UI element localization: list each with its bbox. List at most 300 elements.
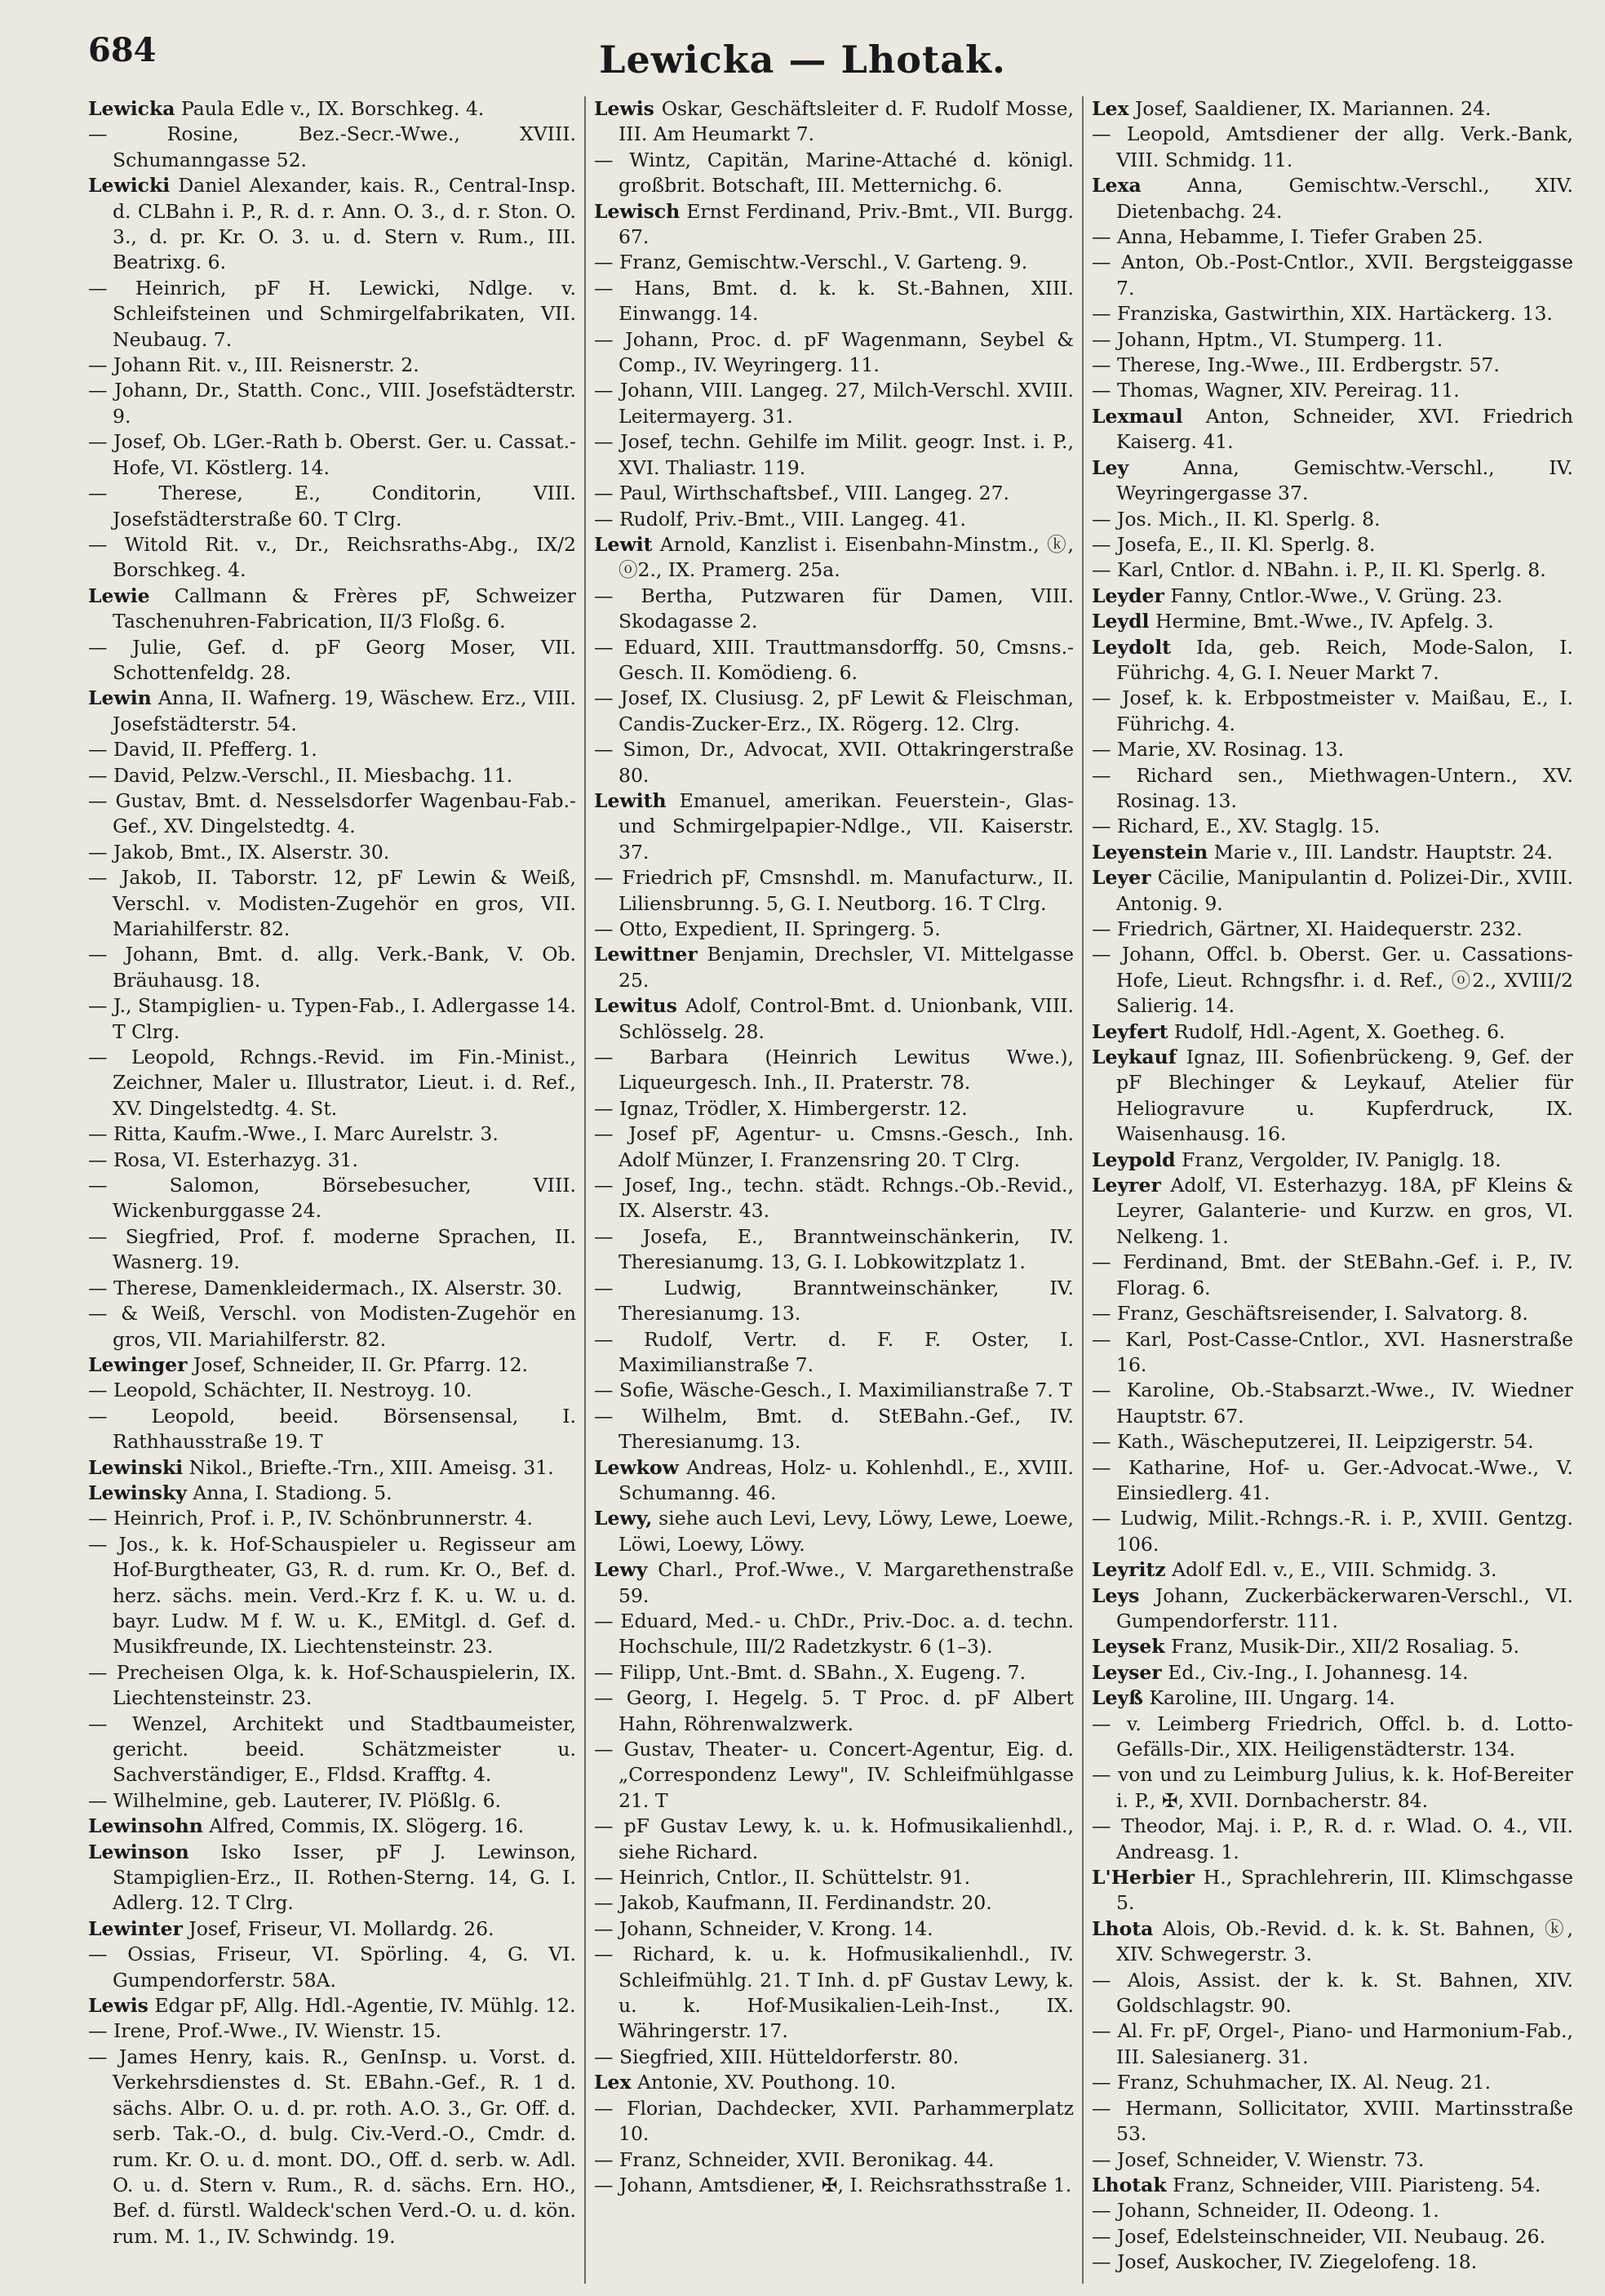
entry-details: — Wintz, Capitän, Marine-Attaché d. königl. großbrit. Botschaft, III. Metternichg. 6. <box>594 148 1074 198</box>
directory-entry <box>1092 2070 1573 2095</box>
entry-details: siehe auch Levi, Levy, Löwy, Lewe, Loewe, Löwi, Loewy, Löwy. <box>619 1507 1074 1556</box>
entry-details: — von und zu Leimburg Julius, k. k. Hof-Bereiter i. P., ✠, XVII. Dornbacherstr. 84. <box>1092 1763 1573 1812</box>
entry-surname: Ley <box>1092 455 1129 479</box>
entry-surname: Lewinter <box>88 1916 183 1940</box>
entry-details: — v. Leimberg Friedrich, Offcl. b. d. Lotto-Gefälls-Dir., XIX. Heiligenstädterstr. 134. <box>1092 1712 1573 1761</box>
entry-details: Anna, I. Stadiong. 5. <box>193 1481 392 1504</box>
entry-surname: Leyer <box>1092 866 1151 890</box>
directory-entry <box>594 532 1074 584</box>
entry-details: — Heinrich, Prof. i. P., IV. Schönbrunnerstr. 4. <box>88 1507 534 1530</box>
directory-entry <box>88 1404 576 1455</box>
directory-entry <box>88 1455 576 1481</box>
directory-entry <box>1092 301 1573 326</box>
entry-details: — Leopold, beeid. Börsensensal, I. Rathhausstraße 19. T <box>88 1404 576 1454</box>
directory-entry <box>1092 1712 1573 1763</box>
entry-surname: Lex <box>1092 97 1129 120</box>
entry-details: Adolf, VI. Esterhazyg. 18A, pF Kleins & Leyrer, Galanterie- und Kurzw. en gros, VI. Nelkeng. 1. <box>1116 1174 1573 1248</box>
entry-details: — Julie, Gef. d. pF Georg Moser, VII. Schottenfeldg. 28. <box>88 635 576 684</box>
directory-entry <box>88 276 576 353</box>
directory-entry <box>1092 737 1573 762</box>
entry-details: Emanuel, amerikan. Feuerstein-, Glas- und Schmirgelpapier-Ndlge., VII. Kaiserstr. 37. <box>619 788 1074 864</box>
directory-entry <box>88 1045 576 1121</box>
entry-details: Andreas, Holz- u. Kohlenhdl., E., XVIII. Schumanng. 46. <box>619 1455 1074 1504</box>
entry-details: Callmann & Frères pF, Schweizer Taschenuhren-Fabrication, II/3 Floßg. 6. <box>113 584 576 633</box>
directory-entry <box>88 635 576 686</box>
entry-details: — Siegfried, Prof. f. moderne Sprachen, II. Wasnerg. 19. <box>88 1224 576 1274</box>
directory-entry <box>88 1224 576 1276</box>
entry-details: — Johann, Schneider, V. Krong. 14. <box>594 1916 933 1940</box>
entry-details: Hermine, Bmt.-Wwe., IV. Apfelg. 3. <box>1155 610 1494 633</box>
directory-entry <box>88 173 576 276</box>
directory-entry <box>1092 353 1573 378</box>
entry-surname: Lewkow <box>594 1455 679 1479</box>
directory-entry <box>88 1121 576 1147</box>
entry-surname: Lewittner <box>594 943 698 966</box>
directory-entry <box>594 1455 1074 1507</box>
directory-entry <box>594 1404 1074 1455</box>
directory-entry <box>88 429 576 481</box>
directory-entry <box>1092 1660 1573 1685</box>
directory-entry <box>1092 532 1573 557</box>
entry-details: — Franz, Gemischtw.-Verschl., V. Garteng. 9. <box>594 251 1028 274</box>
entry-details: Ed., Civ.-Ing., I. Johannesg. 14. <box>1168 1660 1469 1684</box>
entry-details: — Josef, Ob. LGer.-Rath b. Oberst. Ger. u. Cassat.-Hofe, VI. Köstlerg. 14. <box>88 430 576 479</box>
directory-entry <box>1092 1814 1573 1865</box>
directory-entry <box>1092 2173 1573 2198</box>
entry-details: — Karoline, Ob.-Stabsarzt.-Wwe., IV. Wiedner Hauptstr. 67. <box>1092 1379 1573 1428</box>
directory-entry <box>594 1557 1074 1609</box>
directory-entry <box>1092 122 1573 173</box>
entry-details: — Salomon, Börsebesucher, VIII. Wickenburggasse 24. <box>88 1174 576 1223</box>
entry-details: — Johann Rit. v., III. Reisnerstr. 2. <box>88 353 419 377</box>
directory-entry <box>594 1045 1074 1096</box>
entry-surname: Lexa <box>1092 174 1142 198</box>
directory-entry <box>594 2045 1074 2070</box>
entry-details: — J., Stampiglien- u. Typen-Fab., I. Adlergasse 14. T Clrg. <box>88 994 576 1043</box>
entry-details: Edgar pF, Allg. Hdl.-Agentie, IV. Mühlg. 12. <box>154 1994 576 2018</box>
entry-details: — Sofie, Wäsche-Gesch., I. Maximilianstraße 7. T <box>594 1379 1072 1402</box>
directory-entry <box>88 2018 576 2044</box>
directory-entry <box>1092 1045 1573 1148</box>
directory-entry <box>594 1609 1074 1660</box>
column-1 <box>88 96 586 2284</box>
directory-entry <box>594 1685 1074 1737</box>
entry-details: Adolf, Control-Bmt. d. Unionbank, VIII. Schlösselg. 28. <box>619 994 1074 1043</box>
directory-entry <box>1092 455 1573 507</box>
directory-entry <box>1092 2224 1573 2249</box>
entry-details: — Therese, Damenkleidermach., IX. Alserstr. 30. <box>88 1276 563 1299</box>
entry-details: — James Henry, kais. R., GenInsp. u. Vorst. d. Verkehrsdienstes d. St. EBahn.-Gef., R. 1 d. sächs. Albr. O. u. d. pr. roth. A.O. 3., Gr. Off. d. serb. Tak.-O., d. bulg. Civ.-Verd.-O., Cmdr. d. rum. Kr. O. u. d. mont. DO., Off. d. serb. w. Adl. O. u. d. Stern v. Rum., R. d. sächs. Ern. HO., Bef. d. fürstl. Waldeck'schen Verd.-O. u. d. kön. rum. M. 1., IV. Schwindg. 19. <box>88 2045 576 2248</box>
entry-surname: Lewy, <box>594 1507 653 1530</box>
entry-details: — Richard, k. u. k. Hofmusikalienhdl., IV. Schleifmühlg. 21. T Inh. d. pF Gustav Lewy, k. u. k. Hof-Musikalien-Leih-Inst., IX. Währingerstr. 17. <box>594 1943 1074 2043</box>
page-header-title: Lewicka — Lhotak. <box>599 38 1006 82</box>
entry-details: Oskar, Geschäftsleiter d. F. Rudolf Mosse, III. Am Heumarkt 7. <box>619 97 1074 146</box>
entry-details: — Anton, Ob.-Post-Cntlor., XVII. Bergsteiggasse 7. <box>1092 251 1573 300</box>
directory-entry <box>594 2147 1074 2173</box>
entry-details: — Richard sen., Miethwagen-Untern., XV. Rosinag. 13. <box>1092 763 1573 812</box>
entry-details: — Siegfried, XIII. Hütteldorferstr. 80. <box>594 2045 960 2068</box>
entry-surname: Lewinsohn <box>88 1814 203 1838</box>
entry-details: Anna, Gemischtw.-Verschl., IV. Weyringergasse 37. <box>1116 455 1573 505</box>
entry-details: — Leopold, Schächter, II. Nestroyg. 10. <box>88 1379 472 1402</box>
entry-surname: Lhotak <box>1092 2173 1167 2196</box>
directory-entry <box>88 788 576 840</box>
entry-details: — Johann, Proc. d. pF Wagenmann, Seybel & Comp., IV. Weyringerg. 11. <box>594 327 1074 377</box>
directory-entry <box>88 481 576 532</box>
entry-details: Josef, Schneider, II. Gr. Pfarrg. 12. <box>193 1352 529 1376</box>
entry-details: — & Weiß, Verschl. von Modisten-Zugehör en gros, VII. Mariahilferstr. 82. <box>88 1302 576 1351</box>
entry-details: — Ludwig, Branntweinschänker, IV. Theresianumg. 13. <box>594 1276 1074 1326</box>
directory-entry <box>594 1276 1074 1327</box>
entry-details: — Rosa, VI. Esterhazyg. 31. <box>88 1148 358 1171</box>
entry-details: Daniel Alexander, kais. R., Central-Insp. d. CLBahn i. P., R. d. r. Ann. O. 3., d. r. Ston. O. 3., d. pr. Kr. O. 3. u. d. Stern v. Rum., III. Beatrixg. 6. <box>113 174 576 274</box>
entry-details: — Johann, Bmt. d. allg. Verk.-Bank, V. Ob. Bräuhausg. 18. <box>88 943 576 992</box>
directory-entry <box>594 2070 1074 2095</box>
entry-details: — Josef, Auskocher, IV. Ziegelofeng. 18. <box>1092 2250 1478 2274</box>
entry-details: — Filipp, Unt.-Bmt. d. SBahn., X. Eugeng. 7. <box>594 1660 1026 1684</box>
directory-entry <box>1092 1685 1573 1711</box>
entry-surname: Lewinski <box>88 1455 184 1479</box>
entry-details: — Rosine, Bez.-Secr.-Wwe., XVIII. Schumanngasse 52. <box>88 122 576 171</box>
entry-surname: Leys <box>1092 1583 1140 1607</box>
directory-entry <box>88 584 576 635</box>
directory-entry <box>594 788 1074 865</box>
directory-entry <box>594 276 1074 327</box>
column-3 <box>1084 96 1581 2284</box>
directory-entry <box>88 1148 576 1173</box>
directory-entry <box>88 865 576 942</box>
directory-entry <box>88 1173 576 1224</box>
directory-entry <box>1092 1865 1573 1916</box>
directory-entry <box>88 2045 576 2249</box>
entry-surname: L'Herbier <box>1092 1866 1195 1890</box>
directory-entry <box>1092 1634 1573 1659</box>
entry-surname: Lewitus <box>594 994 677 1018</box>
directory-entry <box>88 1506 576 1531</box>
entry-details: — Wenzel, Architekt und Stadtbaumeister, gericht. beeid. Schätzmeister u. Sachverständiger, E., Fldsd. Krafftg. 4. <box>88 1712 576 1787</box>
entry-details: Karoline, III. Ungarg. 14. <box>1149 1686 1395 1710</box>
directory-entry <box>1092 1506 1573 1557</box>
entry-details: Alfred, Commis, IX. Slögerg. 16. <box>209 1814 525 1838</box>
entry-details: — Anna, Hebamme, I. Tiefer Graben 25. <box>1092 225 1483 249</box>
entry-details: — Ignaz, Trödler, X. Himbergerstr. 12. <box>594 1096 968 1120</box>
directory-entry <box>1092 1148 1573 1173</box>
directory-entry <box>88 1481 576 1506</box>
entry-surname: Leyritz <box>1092 1558 1166 1582</box>
directory-entry <box>594 1378 1074 1403</box>
entry-details: — Rudolf, Vertr. d. F. F. Oster, I. Maximilianstraße 7. <box>594 1327 1074 1376</box>
entry-surname: Lewinsky <box>88 1481 187 1504</box>
entry-details: — Gustav, Theater- u. Concert-Agentur, Eig. d. „Correspondenz Lewy", IV. Schleifmühlgasse 21. T <box>594 1738 1074 1812</box>
directory-entry <box>1092 404 1573 455</box>
entry-details: H., Sprachlehrerin, III. Klimschgasse 5. <box>1116 1866 1573 1915</box>
directory-entry <box>594 686 1074 737</box>
entry-details: — Karl, Post-Casse-Cntlor., XVI. Hasnerstraße 16. <box>1092 1327 1573 1376</box>
entry-details: — Rudolf, Priv.-Bmt., VIII. Langeg. 41. <box>594 507 966 531</box>
directory-entry <box>594 199 1074 251</box>
directory-entry <box>88 942 576 993</box>
entry-details: — Hans, Bmt. d. k. k. St.-Bahnen, XIII. Einwangg. 14. <box>594 276 1074 326</box>
entry-details: — Heinrich, Cntlor., II. Schüttelstr. 91. <box>594 1866 971 1890</box>
directory-entry <box>594 327 1074 379</box>
directory-entry <box>1092 378 1573 403</box>
directory-entry <box>594 942 1074 993</box>
entry-details: — Ludwig, Milit.-Rchngs.-R. i. P., XVIII. Gentzg. 106. <box>1092 1507 1573 1556</box>
entry-details: Fanny, Cntlor.-Wwe., V. Grüng. 23. <box>1170 584 1503 607</box>
entry-surname: Leyser <box>1092 1660 1162 1684</box>
entry-details: — Karl, Cntlor. d. NBahn. i. P., II. Kl. Sperlg. 8. <box>1092 558 1546 582</box>
directory-entry <box>88 122 576 173</box>
directory-entry <box>1092 635 1573 686</box>
entry-details: Ignaz, III. Sofienbrückeng. 9, Gef. der pF Blechinger & Leykauf, Atelier für Heliogravure u. Kupferdruck, IX. Waisenhausg. 16. <box>1116 1046 1573 1146</box>
entry-details: — Josef, IX. Clusiusg. 2, pF Lewit & Fleischman, Candis-Zucker-Erz., IX. Rögerg. 12. Clrg. <box>594 686 1074 735</box>
directory-entry <box>594 1865 1074 1890</box>
directory-entry <box>1092 2018 1573 2070</box>
page-number: 684 <box>88 31 157 69</box>
directory-entry <box>1092 1916 1573 1968</box>
directory-entry <box>594 584 1074 635</box>
entry-details: — Josef, Schneider, V. Wienstr. 73. <box>1092 2147 1425 2171</box>
entry-details: — Wilhelmine, geb. Lauterer, IV. Plößlg. 6. <box>88 1788 502 1812</box>
directory-entry <box>1092 865 1573 917</box>
entry-details: — Johann, Dr., Statth. Conc., VIII. Josefstädterstr. 9. <box>88 379 576 428</box>
directory-entry <box>594 1096 1074 1121</box>
directory-entry <box>594 1327 1074 1379</box>
directory-entry <box>1092 2249 1573 2275</box>
directory-entry <box>1092 557 1573 583</box>
entry-details: — Friedrich pF, Cmsnshdl. m. Manufacturw., II. Liliensbrunng. 5, G. I. Neutborg. 16. T Clrg. <box>594 866 1074 915</box>
entry-details: — Kath., Wäscheputzerei, II. Leipzigerstr. 54. <box>1092 1430 1534 1454</box>
entry-details: — pF Gustav Lewy, k. u. k. Hofmusikalienhdl., siehe Richard. <box>594 1814 1074 1863</box>
entry-details: — Witold Rit. v., Dr., Reichsraths-Abg., IX/2 Borschkeg. 4. <box>88 532 576 582</box>
directory-entry <box>88 1276 576 1301</box>
entry-details: — Friedrich, Gärtner, XI. Haidequerstr. 232. <box>1092 917 1523 940</box>
directory-entry <box>1092 1968 1573 2019</box>
directory-entry <box>1092 1301 1573 1326</box>
entry-details: — Jakob, II. Taborstr. 12, pF Lewin & Weiß, Verschl. v. Modisten-Zugehör en gros, VII. Mariahilferstr. 82. <box>88 866 576 940</box>
entry-details: — Georg, I. Hegelg. 5. T Proc. d. pF Albert Hahn, Röhrenwalzwerk. <box>594 1686 1074 1735</box>
column-2 <box>586 96 1084 2284</box>
entry-surname: Lewicki <box>88 174 171 198</box>
directory-entry <box>1092 96 1573 122</box>
directory-entry <box>594 1916 1074 1942</box>
entry-details: Anton, Schneider, XVI. Friedrich Kaiserg. 41. <box>1116 404 1573 454</box>
directory-entry <box>1092 1557 1573 1583</box>
entry-surname: Lewith <box>594 788 667 812</box>
entry-details: Rudolf, Hdl.-Agent, X. Goetheg. 6. <box>1173 1019 1505 1043</box>
entry-details: — Richard, E., XV. Staglg. 15. <box>1092 815 1381 838</box>
directory-entry <box>1092 1429 1573 1454</box>
entry-details: Nikol., Briefte.-Trn., XIII. Ameisg. 31. <box>188 1455 554 1479</box>
entry-details: — Gustav, Bmt. d. Nesselsdorfer Wagenbau-Fab.-Gef., XV. Dingelstedtg. 4. <box>88 788 576 838</box>
directory-entry <box>594 429 1074 481</box>
directory-entry <box>1092 942 1573 1019</box>
entry-details: Adolf Edl. v., E., VIII. Schmidg. 3. <box>1172 1558 1497 1582</box>
directory-entry <box>594 993 1074 1045</box>
directory-entry <box>594 96 1074 148</box>
entry-details: — Franziska, Gastwirthin, XIX. Hartäckerg. 13. <box>1092 302 1553 326</box>
directory-entry <box>1092 2147 1573 2173</box>
directory-entry <box>1092 609 1573 634</box>
entry-details: — Franz, Schuhmacher, IX. Al. Neug. 21. <box>1092 2071 1492 2094</box>
entry-details: — Ritta, Kaufm.-Wwe., I. Marc Aurelstr. 3. <box>88 1122 499 1146</box>
directory-entry <box>594 917 1074 942</box>
entry-surname: Leyfert <box>1092 1019 1168 1043</box>
directory-entry <box>594 250 1074 275</box>
entry-details: — Franz, Schneider, XVII. Beronikag. 44. <box>594 2147 995 2171</box>
entry-details: — Leopold, Amtsdiener der allg. Verk.-Bank, VIII. Schmidg. 11. <box>1092 122 1573 171</box>
entry-details: — Leopold, Rchngs.-Revid. im Fin.-Minist., Zeichner, Maler u. Illustrator, Lieut. i. d. Ref., XV. Dingelstedtg. 4. St. <box>88 1046 576 1120</box>
directory-entry <box>1092 250 1573 301</box>
entry-details: — Ferdinand, Bmt. der StEBahn.-Gef. i. P., IV. Florag. 6. <box>1092 1250 1573 1299</box>
entry-surname: Leypold <box>1092 1148 1176 1171</box>
directory-entry <box>88 1301 576 1352</box>
entry-details: Anna, II. Wafnerg. 19, Wäschew. Erz., VIII. Josefstädterstr. 54. <box>113 686 576 735</box>
directory-entry <box>88 1814 576 1839</box>
entry-details: — Josef, techn. Gehilfe im Milit. geogr. Inst. i. P., XVI. Thaliastr. 119. <box>594 430 1074 479</box>
entry-details: — Barbara (Heinrich Lewitus Wwe.), Liqueurgesch. Inh., II. Praterstr. 78. <box>594 1046 1074 1095</box>
entry-details: — Therese, Ing.-Wwe., III. Erdbergstr. 57. <box>1092 353 1500 377</box>
directory-entry <box>88 1840 576 1916</box>
directory-entry <box>1092 686 1573 737</box>
entry-surname: Lex <box>594 2071 632 2094</box>
entry-details: — Wilhelm, Bmt. d. StEBahn.-Gef., IV. Theresianumg. 13. <box>594 1404 1074 1454</box>
directory-entry <box>594 378 1074 429</box>
entry-details: — Johann, Schneider, II. Odeong. 1. <box>1092 2199 1439 2223</box>
entry-details: — David, II. Pfefferg. 1. <box>88 738 317 762</box>
entry-surname: Lhota <box>1092 1916 1154 1940</box>
entry-details: — Heinrich, pF H. Lewicki, Ndlge. v. Schleifsteinen und Schmirgelfabrikaten, VII. Neubaug. 7. <box>88 276 576 351</box>
entry-details: Josef, Friseur, VI. Mollardg. 26. <box>188 1916 494 1940</box>
directory-entry <box>88 1712 576 1788</box>
entry-details: — Josef pF, Agentur- u. Cmsns.-Gesch., Inh. Adolf Münzer, I. Franzensring 20. T Clrg. <box>594 1122 1074 1171</box>
entry-details: Paula Edle v., IX. Borschkeg. 4. <box>180 97 485 120</box>
directory-entry <box>594 635 1074 686</box>
directory-entry <box>594 148 1074 199</box>
entry-details: Arnold, Kanzlist i. Eisenbahn-Minstm., ⓚ, ⓞ2., IX. Pramerg. 25a. <box>619 532 1074 582</box>
entry-details: Ernst Ferdinand, Priv.-Bmt., VII. Burgg. 67. <box>619 199 1074 249</box>
entry-details: — Otto, Expedient, II. Springerg. 5. <box>594 917 941 940</box>
directory-entry <box>1092 327 1573 353</box>
directory-entry <box>88 96 576 122</box>
entry-details: — Marie, XV. Rosinag. 13. <box>1092 738 1345 762</box>
entry-details: — Jakob, Kaufmann, II. Ferdinandstr. 20. <box>594 1891 992 1915</box>
directory-entry <box>88 1660 576 1712</box>
directory-entry <box>594 2173 1074 2198</box>
directory-entry <box>88 532 576 584</box>
entry-details: — Franz, Geschäftsreisender, I. Salvatorg. 8. <box>1092 1302 1528 1326</box>
entry-details: Anna, Gemischtw.-Verschl., XIV. Dietenbachg. 24. <box>1116 174 1573 223</box>
directory-entry <box>88 737 576 762</box>
directory-entry <box>88 1993 576 2018</box>
directory-entry <box>1092 173 1573 224</box>
entry-details: — Johann, Amtsdiener, ✠, I. Reichsrathsstraße 1. <box>594 2173 1072 2196</box>
entry-surname: Lewisch <box>594 199 681 223</box>
entry-details: — Johann, Hptm., VI. Stumperg. 11. <box>1092 327 1443 351</box>
directory-entry <box>594 2096 1074 2147</box>
directory-entry <box>88 1788 576 1814</box>
entry-details: — Josefa, E., Branntweinschänkerin, IV. Theresianumg. 13, G. I. Lobkowitzplatz 1. <box>594 1224 1074 1274</box>
entry-details: — Bertha, Putzwaren für Damen, VIII. Skodagasse 2. <box>594 584 1074 633</box>
directory-entry <box>594 1173 1074 1224</box>
directory-entry <box>1092 1019 1573 1045</box>
directory-entry <box>1092 763 1573 815</box>
directory-entry <box>88 1942 576 1993</box>
entry-details: — Precheisen Olga, k. k. Hof-Schauspielerin, IX. Liechtensteinstr. 23. <box>88 1660 576 1710</box>
entry-details: — Johann, VIII. Langeg. 27, Milch-Verschl. XVIII. Leitermayerg. 31. <box>594 379 1074 428</box>
directory-entry <box>1092 1250 1573 1301</box>
entry-details: — Ossias, Friseur, VI. Spörling. 4, G. VI. Gumpendorferstr. 58A. <box>88 1943 576 1992</box>
entry-surname: Lewy <box>594 1558 648 1582</box>
entry-surname: Lewicka <box>88 97 175 120</box>
directory-entry <box>1092 2198 1573 2223</box>
directory-entry <box>88 1378 576 1403</box>
entry-details: — Jakob, Bmt., IX. Alserstr. 30. <box>88 840 390 864</box>
entry-details: — Josef, Edelsteinschneider, VII. Neubaug. 26. <box>1092 2224 1546 2248</box>
entry-details: — Eduard, XIII. Trauttmansdorffg. 50, Cmsns.-Gesch. II. Komödieng. 6. <box>594 635 1074 684</box>
directory-entry <box>1092 507 1573 532</box>
entry-details: — Theodor, Maj. i. P., R. d. r. Wlad. O. 4., VII. Andreasg. 1. <box>1092 1814 1573 1863</box>
directory-entry <box>1092 917 1573 942</box>
entry-surname: Lexmaul <box>1092 404 1183 428</box>
entry-surname: Lewinson <box>88 1840 189 1863</box>
directory-entry <box>1092 1378 1573 1429</box>
entry-details: Cäcilie, Manipulantin d. Polizei-Dir., XVIII. Antonig. 9. <box>1116 866 1573 915</box>
entry-details: Josef, Saaldiener, IX. Mariannen. 24. <box>1134 97 1492 120</box>
entry-surname: Leyder <box>1092 584 1164 607</box>
directory-entry <box>594 1660 1074 1685</box>
entry-details: — Therese, E., Conditorin, VIII. Josefstädterstraße 60. T Clrg. <box>88 482 576 531</box>
directory-entry <box>88 840 576 865</box>
entry-details: — Josef, k. k. Erbpostmeister v. Maißau, E., I. Führichg. 4. <box>1092 686 1573 735</box>
directory-entry <box>594 737 1074 788</box>
directory-entry <box>1092 2096 1573 2147</box>
directory-entry <box>88 1916 576 1942</box>
entry-details: — David, Pelzw.-Verschl., II. Miesbachg. 11. <box>88 763 513 787</box>
directory-entry <box>88 353 576 378</box>
entry-surname: Lewie <box>88 584 150 607</box>
entry-surname: Lewis <box>88 1994 149 2018</box>
entry-details: Isko Isser, pF J. Lewinson, Stampiglien-Erz., II. Rothen-Sterng. 14, G. I. Adlerg. 12. T Clrg. <box>113 1840 576 1915</box>
entry-details: Alois, Ob.-Revid. d. k. k. St. Bahnen, ⓚ, XIV. Schwegerstr. 3. <box>1116 1916 1573 1966</box>
entry-details: — Josefa, E., II. Kl. Sperlg. 8. <box>1092 532 1376 556</box>
entry-details: — Simon, Dr., Advocat, XVII. Ottakringerstraße 80. <box>594 738 1074 787</box>
entry-details: — Florian, Dachdecker, XVII. Parhammerplatz 10. <box>594 2096 1074 2146</box>
entry-details: Antonie, XV. Pouthong. 10. <box>636 2071 897 2094</box>
directory-entry <box>594 507 1074 532</box>
directory-entry <box>594 1224 1074 1276</box>
entry-details: — Jos., k. k. Hof-Schauspieler u. Regisseur am Hof-Burgtheater, G3, R. d. rum. Kr. O., Bef. d. herz. sächs. mein. Verd.-Krz f. K. u. W. u. d. bayr. Ludw. M f. W. u. K., EMitgl. d. Gef. d. Musikfreunde, IX. Liechtensteinstr. 23. <box>88 1532 576 1659</box>
entry-details: Franz, Schneider, VIII. Piaristeng. 54. <box>1173 2173 1541 2196</box>
entry-surname: Leydl <box>1092 610 1150 633</box>
directory-entry <box>1092 840 1573 865</box>
directory-entry <box>594 1942 1074 2045</box>
entry-details: Ida, geb. Reich, Mode-Salon, I. Führichg. 4, G. I. Neuer Markt 7. <box>1116 635 1573 684</box>
entry-surname: Leysek <box>1092 1635 1165 1659</box>
entry-details: — Katharine, Hof- u. Ger.-Advocat.-Wwe., V. Einsiedlerg. 41. <box>1092 1455 1573 1504</box>
directory-entry <box>88 1532 576 1660</box>
directory-columns <box>88 96 1581 2284</box>
entry-surname: Lewit <box>594 532 653 556</box>
entry-details: Franz, Musik-Dir., XII/2 Rosaliag. 5. <box>1171 1635 1520 1659</box>
directory-entry <box>594 1121 1074 1173</box>
entry-details: — Josef, Ing., techn. städt. Rchngs.-Ob.-Revid., IX. Alserstr. 43. <box>594 1174 1074 1223</box>
entry-details: Charl., Prof.-Wwe., V. Margarethenstraße 59. <box>619 1558 1074 1607</box>
entry-details: — Paul, Wirthschaftsbef., VIII. Langeg. 27. <box>594 482 1010 505</box>
directory-entry <box>1092 814 1573 839</box>
entry-details: — Johann, Offcl. b. Oberst. Ger. u. Cassations-Hofe, Lieut. Rchngsfhr. i. d. Ref., ⓞ2., XVIII/2 Salierig. 14. <box>1092 943 1573 1018</box>
entry-surname: Lewin <box>88 686 152 710</box>
